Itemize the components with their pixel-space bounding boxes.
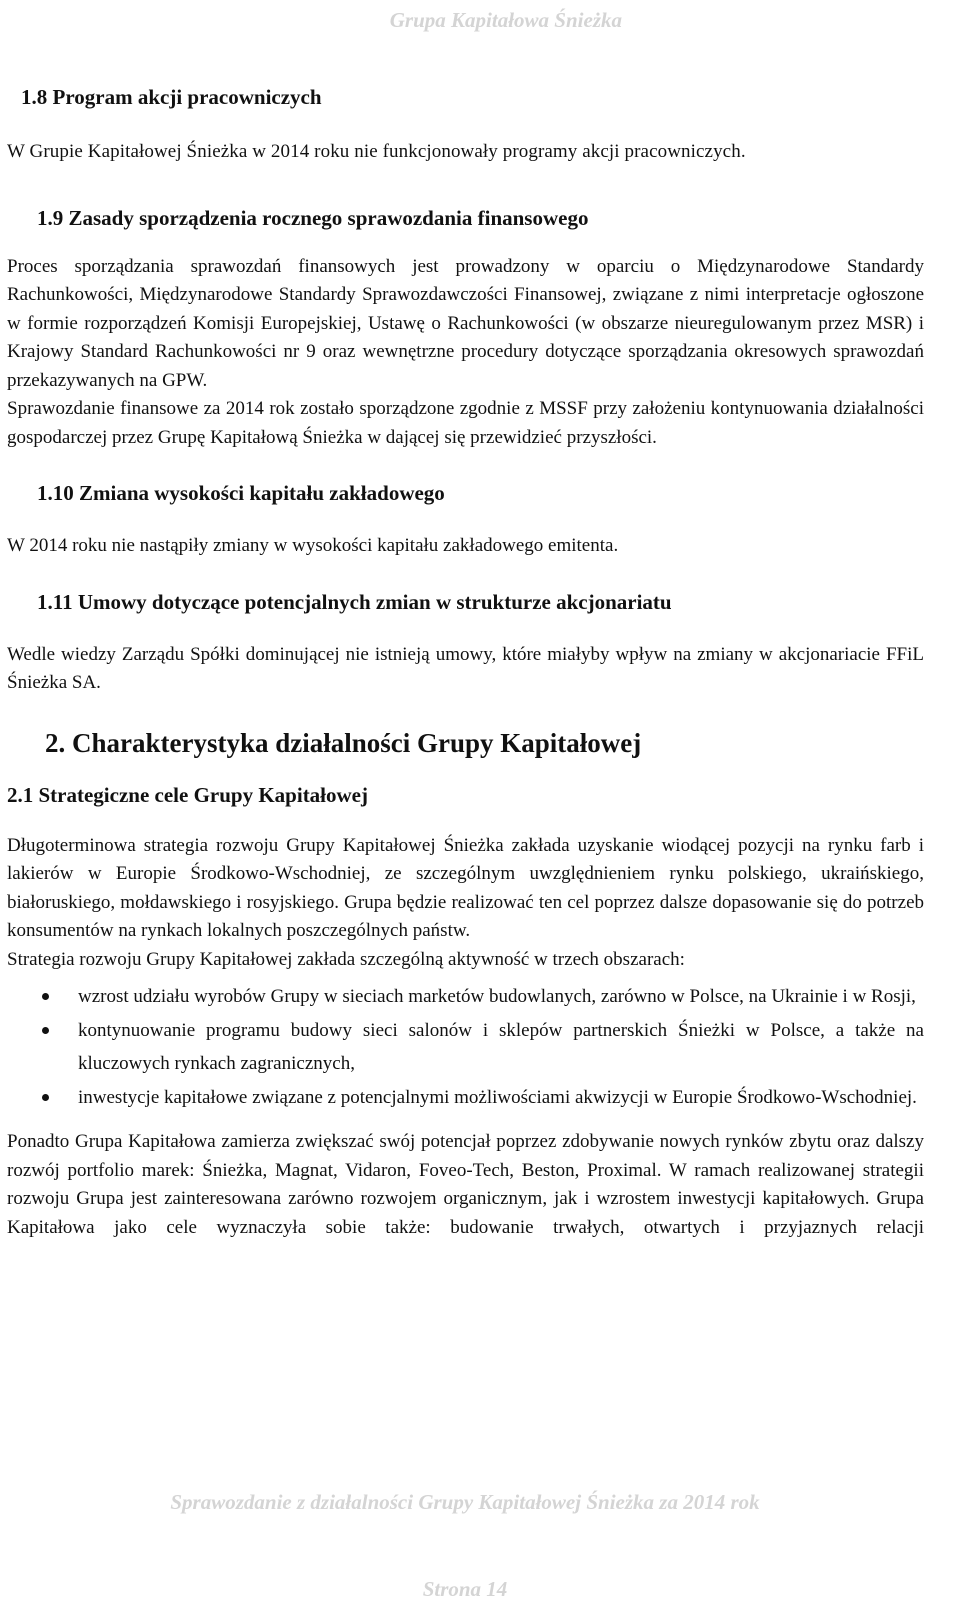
list-item: [7, 1081, 924, 1114]
section-1-9-heading: 1.9 Zasady sporządzenia rocznego sprawozdania finansowego: [37, 205, 589, 230]
list-item: [7, 980, 924, 1013]
section-1-9-text-1: Proces sporządzania sprawozdań finansowych jest prowadzony w oparciu o Międzynarodowe Standardy Rachunkowości, Międzynarodowe Standardy Sprawozdawczości Finansowej, związane z nimi interpretacje ogłoszone w formie rozporządzeń Komisji Europejskiej, Ustawę o Rachunkowości (w obszarze nieuregulowanym przez MSR) i Krajowy Standard Rachunkowości nr 9 oraz wewnętrzne procedury dotyczące sporządzania okresowych sprawozdań przekazywanych na GPW.: [7, 255, 924, 391]
page-number: Strona 14: [422, 1577, 508, 1601]
section-1-8-heading: 1.8 Program akcji pracowniczych: [21, 85, 322, 109]
running-footer: Sprawozdanie z działalności Grupy Kapitałowej Śnieżka za 2014 rok: [170, 1490, 760, 1514]
bullet-icon: [42, 1094, 49, 1101]
document-body: [7, 84, 924, 1242]
section-2-1-text-1: Długoterminowa strategia rozwoju Grupy Kapitałowej Śnieżka zakłada uzyskanie wiodącej pozycji na rynku farb i lakierów w Europie Środkowo-Wschodniej, ze szczególnym uwzględnieniem rynku polskiego, ukraińskiego, białoruskiego, mołdawskiego i rosyjskiego. Grupa będzie realizować ten cel poprzez dalsze dopasowanie się do potrzeb konsumentów na rynkach lokalnych poszczególnych państw.: [7, 834, 924, 941]
list-item-text: wzrost udziału wyrobów Grupy w sieciach marketów budowlanych, zarówno w Polsce, na Ukrainie i w Rosji,: [78, 986, 916, 1007]
section-2-1-text-2: Strategia rozwoju Grupy Kapitałowej zakłada szczególną aktywność w trzech obszarach:: [7, 948, 685, 970]
strategy-bullet-list: [7, 980, 924, 1114]
bullet-icon: [42, 1027, 49, 1034]
section-2-1-heading: 2.1 Strategiczne cele Grupy Kapitałowej: [7, 782, 368, 807]
running-header: Grupa Kapitałowa Śnieżka: [389, 8, 622, 32]
section-1-11-text: Wedle wiedzy Zarządu Spółki dominującej nie istnieją umowy, które miałyby wpływ na zmiany w akcjonariacie FFiL Śnieżka SA.: [7, 643, 924, 693]
section-1-8-text: W Grupie Kapitałowej Śnieżka w 2014 roku nie funkcjonowały programy akcji pracowniczych.: [7, 141, 746, 162]
bullet-icon: [42, 993, 49, 1000]
list-item-text: kontynuowanie programu budowy sieci salonów i sklepów partnerskich Śnieżki w Polsce, a także na kluczowych rynkach zagranicznych,: [78, 1020, 924, 1074]
list-item-text: inwestycje kapitałowe związane z potencjalnymi możliwościami akwizycji w Europie Środkowo-Wschodniej.: [78, 1087, 917, 1108]
section-1-10-heading: 1.10 Zmiana wysokości kapitału zakładowego: [37, 481, 445, 505]
section-1-11-heading: 1.11 Umowy dotyczące potencjalnych zmian w strukturze akcjonariatu: [37, 589, 672, 614]
list-item: [7, 1014, 924, 1080]
section-1-10-text: W 2014 roku nie nastąpiły zmiany w wysokości kapitału zakładowego emitenta.: [7, 535, 619, 556]
section-1-9-text-2: Sprawozdanie finansowe za 2014 rok zostało sporządzone zgodnie z MSSF przy założeniu kontynuowania działalności gospodarczej przez Grupę Kapitałową Śnieżka w dającej się przewidzieć przyszłości.: [7, 398, 924, 448]
chapter-2-heading: 2. Charakterystyka działalności Grupy Kapitałowej: [45, 727, 642, 758]
section-2-1-text-3: Ponadto Grupa Kapitałowa zamierza zwiększać swój potencjał poprzez zdobywanie nowych rynków zbytu oraz dalszy rozwój portfolio marek: Śnieżka, Magnat, Vidaron, Foveo-Tech, Beston, Proximal. W ramach realizowanej strategii rozwoju Grupa jest zainteresowana zarówno rozwojem organicznym, jak i wzrostem inwestycji kapitałowych. Grupa Kapitałowa jako cele wyznaczyła sobie także: budowanie trwałych, otwartych i przyjaznych relacji: [7, 1131, 924, 1238]
